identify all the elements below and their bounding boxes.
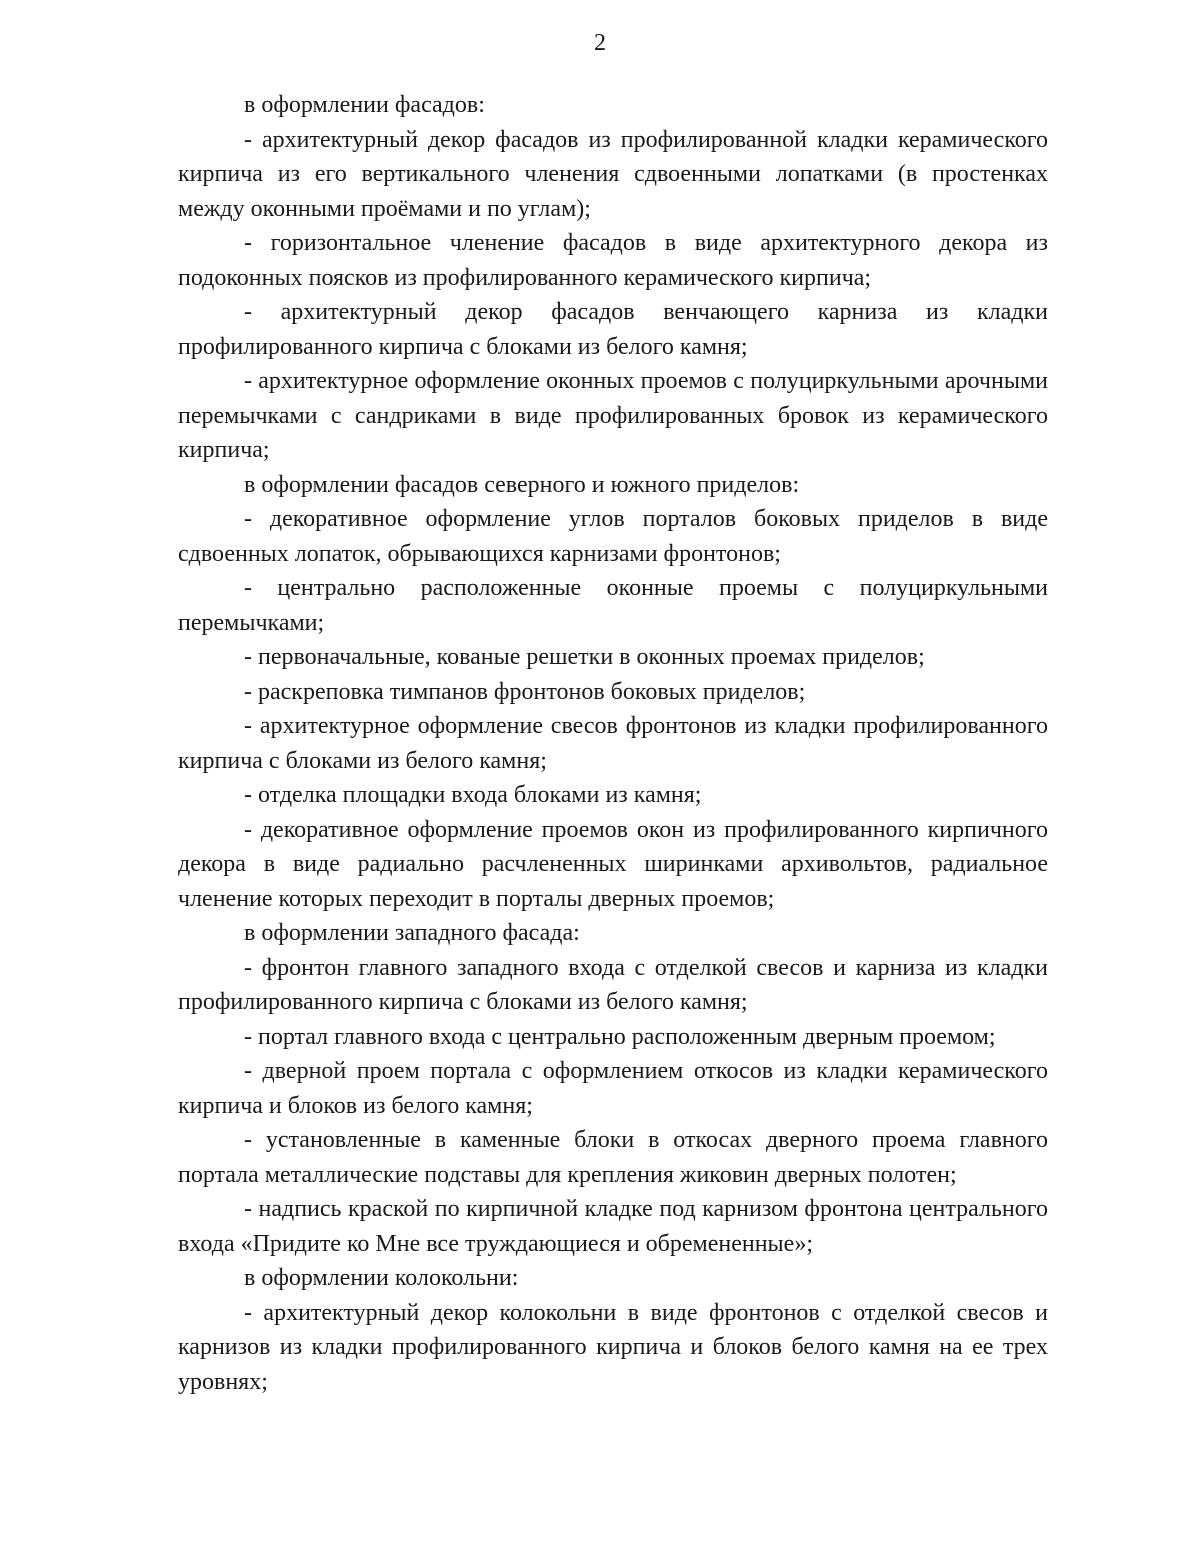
list-item: - архитектурное оформление оконных проемов с полуциркульными арочными перемычками с сандриками в виде профилированных бровок из керамического кирпича; [178,368,1048,463]
paragraph-heading-bell-tower: в оформлении колокольни: [244,1265,519,1291]
list-item: - раскреповка тимпанов фронтонов боковых приделов; [244,678,806,705]
list-item: - отделка площадки входа блоками из камня; [244,782,702,808]
list-item: - архитектурное оформление свесов фронтонов из кладки профилированного кирпича с блоками из белого камня; [178,713,1048,774]
list-item: - установленные в каменные блоки в откосах дверного проема главного портала металлические подставы для крепления жиковин дверных полотен; [178,1127,1048,1188]
list-item: - архитектурный декор колокольни в виде фронтонов с отделкой свесов и карнизов из кладки профилированного кирпича и блоков белого камня на ее трех уровнях; [178,1299,1048,1395]
paragraph-heading-west-facade: в оформлении западного фасада: [244,920,580,946]
paragraph-heading-facades: в оформлении фасадов: [244,92,485,118]
list-item: - архитектурный декор фасадов венчающего карниза из кладки профилированного кирпича с блоками из белого камня; [178,299,1048,360]
list-item: - фронтон главного западного входа с отделкой свесов и карниза из кладки профилированного кирпича с блоками из белого камня; [178,954,1048,1015]
list-item: - архитектурный декор фасадов из профилированной кладки керамического кирпича из его вертикального членения сдвоенными лопатками (в простенках между оконными проёмами и по углам); [178,126,1048,222]
list-item: - портал главного входа с центрально расположенным дверным проемом; [244,1023,996,1050]
list-item: - дверной проем портала с оформлением откосов из кладки керамического кирпича и блоков из белого камня; [178,1058,1048,1119]
list-item: - декоративное оформление проемов окон из профилированного кирпичного декора в виде радиально расчлененных ширинками архивольтов, радиальное членение которых переходит в порталы дверных проемов; [178,816,1048,912]
paragraph-heading-side-chapels: в оформлении фасадов северного и южного приделов: [244,471,800,498]
document-body [178,88,1048,1399]
list-item: - декоративное оформление углов порталов боковых приделов в виде сдвоенных лопаток, обрывающихся карнизами фронтонов; [178,506,1048,567]
list-item: - горизонтальное членение фасадов в виде архитектурного декора из подоконных поясков из профилированного керамического кирпича; [178,230,1048,291]
page-number: 2 [594,30,606,56]
list-item: - первоначальные, кованые решетки в оконных проемах приделов; [244,644,925,670]
list-item: - надпись краской по кирпичной кладке под карнизом фронтона центрального входа «Придите ко Мне все труждающиеся и обремененные»; [178,1196,1048,1257]
list-item: - центрально расположенные оконные проемы с полуциркульными перемычками; [178,575,1048,636]
